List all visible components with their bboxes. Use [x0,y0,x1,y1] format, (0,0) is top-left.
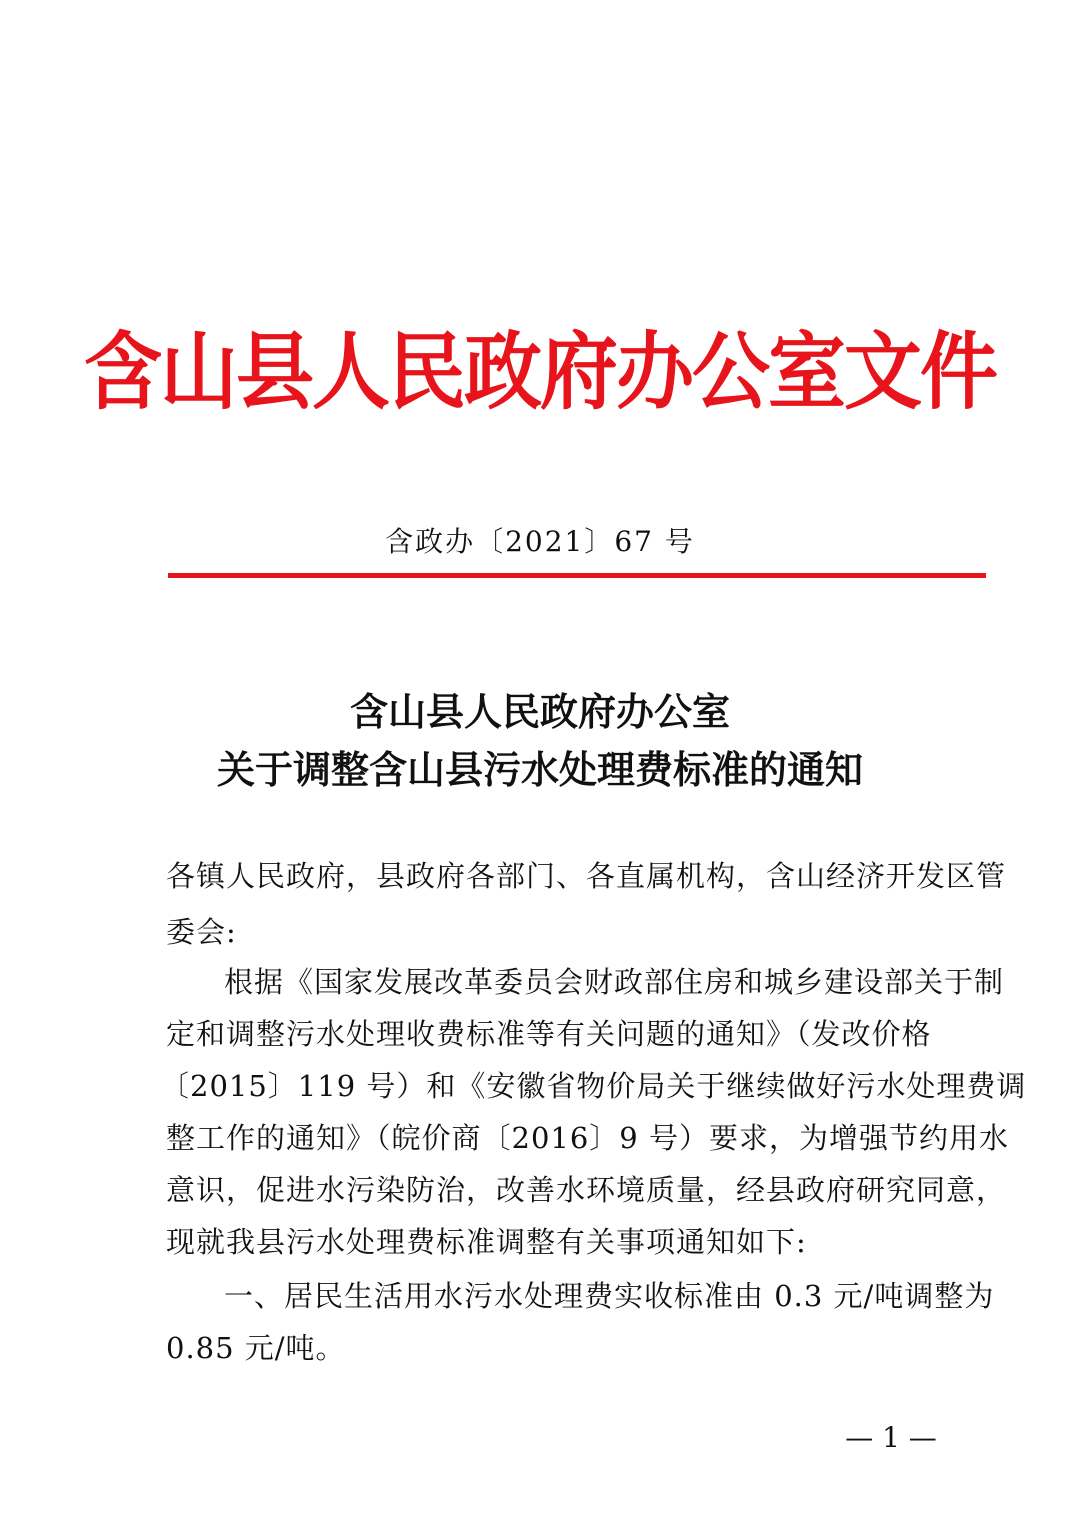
paragraph-line: 根据《国家发展改革委员会财政部住房和城乡建设部关于制 [224,965,1005,999]
paragraph-line: 现就我县污水处理费标准调整有关事项通知如下: [166,1225,807,1259]
paragraph-line: 一、居民生活用水污水处理费实收标准由 0.3 元/吨调整为 [224,1279,995,1313]
addressee-line: 委会: [166,915,237,949]
paragraph-line: 意识，促进水污染防治，改善水环境质量，经县政府研究同意， [166,1173,1007,1207]
red-separator-line [168,573,986,578]
document-title-line-1: 含山县人民政府办公室 [349,689,730,734]
document-number: 含政办〔2021〕67 号 [385,525,695,558]
paragraph-line: 定和调整污水处理收费标准等有关问题的通知》（发改价格 [166,1017,932,1051]
paragraph-line: 整工作的通知》（皖价商〔2016〕9 号）要求，为增强节约用水 [166,1121,1009,1155]
document-title-line-2: 关于调整含山县污水处理费标准的通知 [216,747,863,792]
page-number: — 1 — [845,1421,937,1454]
document-masthead: 含山县人民政府办公室文件 [83,323,996,422]
paragraph-line: 〔2015〕119 号）和《安徽省物价局关于继续做好污水处理费调 [160,1069,1027,1103]
addressee-line: 各镇人民政府，县政府各部门、各直属机构，含山经济开发区管 [166,859,1007,893]
paragraph-line: 0.85 元/吨。 [166,1331,346,1365]
